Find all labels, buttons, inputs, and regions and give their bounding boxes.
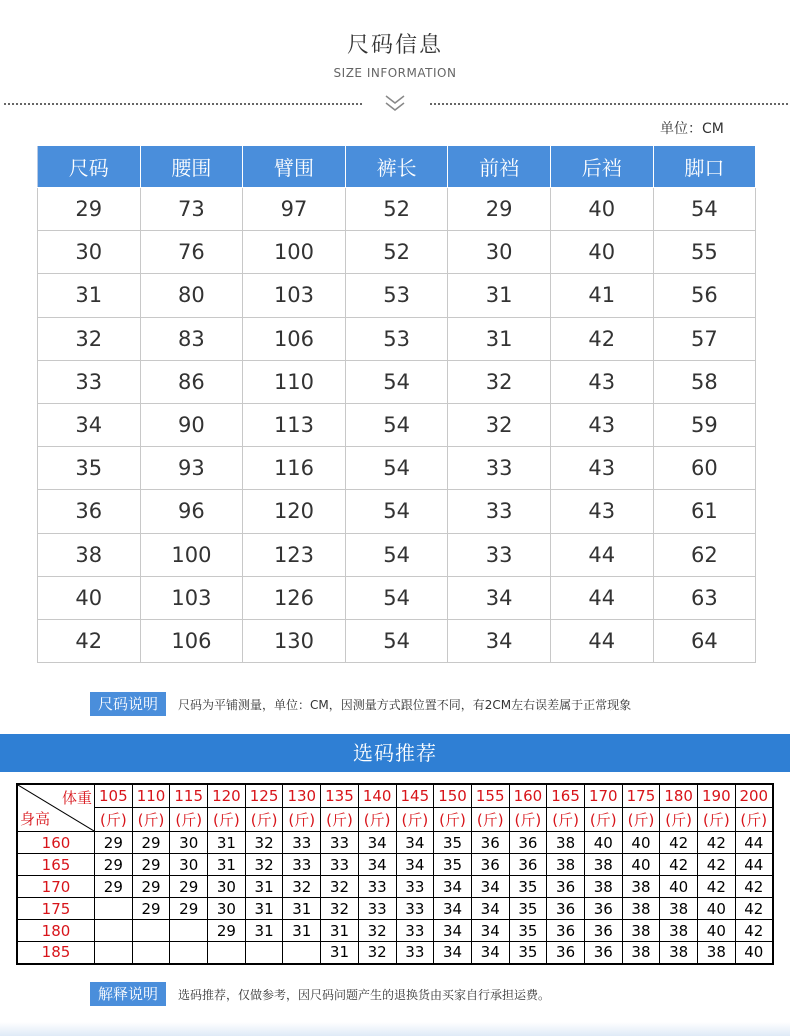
recommend-cell: 40	[735, 942, 773, 964]
size-cell: 86	[140, 360, 243, 403]
recommend-cell: 29	[132, 898, 170, 920]
recommend-cell: 42	[660, 832, 698, 854]
weight-unit: (斤)	[434, 808, 472, 832]
recommend-cell: 40	[622, 854, 660, 876]
recommend-cell: 38	[547, 854, 585, 876]
size-cell: 32	[448, 403, 551, 446]
size-cell: 103	[140, 576, 243, 619]
recommend-cell: 35	[509, 898, 547, 920]
recommend-cell: 38	[660, 898, 698, 920]
recommend-cell: 32	[283, 876, 321, 898]
size-cell: 44	[550, 576, 653, 619]
recommend-cell: 42	[698, 854, 736, 876]
recommend-cell: 31	[283, 920, 321, 942]
recommend-cell: 34	[434, 898, 472, 920]
size-cell: 100	[140, 533, 243, 576]
recommend-cell: 44	[735, 832, 773, 854]
size-col-header: 脚口	[653, 146, 756, 188]
page-title: 尺码信息	[346, 33, 443, 58]
recommend-cell: 31	[208, 832, 246, 854]
height-header: 165	[17, 854, 95, 876]
size-cell: 42	[38, 619, 141, 662]
size-cell: 36	[38, 490, 141, 533]
recommend-cell: 38	[622, 876, 660, 898]
size-col-header: 臂围	[243, 146, 346, 188]
explain-note-text: 选码推荐，仅做参考，因尺码问题产生的退换货由买家自行承担运费。	[178, 987, 551, 1002]
recommend-cell: 30	[170, 854, 208, 876]
size-cell: 35	[38, 447, 141, 490]
recommend-cell: 35	[434, 854, 472, 876]
recommend-cell	[245, 942, 283, 964]
table-row	[38, 360, 756, 403]
height-header: 180	[17, 920, 95, 942]
size-cell: 52	[345, 231, 448, 274]
weight-header: 180	[660, 784, 698, 808]
size-cell: 54	[345, 576, 448, 619]
recommend-cell: 38	[622, 920, 660, 942]
size-cell: 38	[38, 533, 141, 576]
unit-label: 单位：CM	[660, 121, 724, 137]
weight-header: 175	[622, 784, 660, 808]
size-note-text: 尺码为平铺测量，单位：CM，因测量方式跟位置不同，有2CM左右误差属于正常现象	[178, 697, 632, 712]
size-cell: 43	[550, 403, 653, 446]
size-cell: 44	[550, 619, 653, 662]
recommend-cell: 30	[170, 832, 208, 854]
size-cell: 54	[653, 188, 756, 231]
height-header: 175	[17, 898, 95, 920]
weight-header: 140	[358, 784, 396, 808]
recommend-cell: 32	[245, 854, 283, 876]
recommend-cell: 34	[471, 942, 509, 964]
recommend-cell: 33	[396, 876, 434, 898]
recommend-cell: 35	[434, 832, 472, 854]
explain-note	[90, 982, 550, 1006]
recommend-cell: 36	[471, 854, 509, 876]
height-header: 170	[17, 876, 95, 898]
recommend-cell: 36	[509, 854, 547, 876]
table-row	[17, 876, 773, 898]
size-note-tag: 尺码说明	[90, 692, 166, 716]
size-cell: 31	[448, 274, 551, 317]
recommend-cell: 31	[245, 876, 283, 898]
recommend-cell	[132, 920, 170, 942]
size-cell: 103	[243, 274, 346, 317]
recommend-cell: 40	[660, 876, 698, 898]
weight-header: 145	[396, 784, 434, 808]
size-col-header: 腰围	[140, 146, 243, 188]
size-cell: 40	[550, 188, 653, 231]
weight-unit: (斤)	[95, 808, 133, 832]
size-cell: 34	[448, 576, 551, 619]
size-cell: 31	[38, 274, 141, 317]
table-row	[38, 490, 756, 533]
size-cell: 97	[243, 188, 346, 231]
recommend-cell: 36	[584, 898, 622, 920]
divider-dots-right	[430, 103, 788, 105]
weight-header: 135	[321, 784, 359, 808]
recommend-cell: 34	[358, 832, 396, 854]
recommend-cell: 33	[283, 832, 321, 854]
weight-header: 155	[471, 784, 509, 808]
weight-unit: (斤)	[245, 808, 283, 832]
size-cell: 33	[38, 360, 141, 403]
recommend-cell	[283, 942, 321, 964]
recommend-cell: 29	[95, 832, 133, 854]
recommend-cell: 32	[245, 832, 283, 854]
weight-unit: (斤)	[321, 808, 359, 832]
size-cell: 113	[243, 403, 346, 446]
size-cell: 96	[140, 490, 243, 533]
recommend-cell: 31	[245, 920, 283, 942]
recommend-cell: 38	[698, 942, 736, 964]
recommend-cell: 34	[471, 898, 509, 920]
size-cell: 73	[140, 188, 243, 231]
weight-unit: (斤)	[622, 808, 660, 832]
size-cell: 30	[38, 231, 141, 274]
size-cell: 62	[653, 533, 756, 576]
table-row	[38, 576, 756, 619]
size-cell: 54	[345, 360, 448, 403]
recommend-cell: 36	[584, 920, 622, 942]
size-cell: 60	[653, 447, 756, 490]
weight-header: 105	[95, 784, 133, 808]
recommend-cell: 38	[547, 832, 585, 854]
recommend-cell: 40	[584, 832, 622, 854]
weight-unit: (斤)	[358, 808, 396, 832]
size-cell: 40	[550, 231, 653, 274]
recommend-cell: 35	[509, 876, 547, 898]
recommend-cell: 33	[396, 942, 434, 964]
recommend-table	[16, 783, 774, 965]
size-cell: 32	[448, 360, 551, 403]
size-cell: 58	[653, 360, 756, 403]
size-cell: 63	[653, 576, 756, 619]
recommend-cell: 29	[132, 832, 170, 854]
weight-unit: (斤)	[509, 808, 547, 832]
size-cell: 42	[550, 317, 653, 360]
bottom-gradient-bar	[0, 1022, 790, 1036]
size-cell: 64	[653, 619, 756, 662]
recommend-cell: 29	[170, 898, 208, 920]
weight-unit: (斤)	[660, 808, 698, 832]
explain-note-tag: 解释说明	[90, 982, 166, 1006]
recommend-cell: 42	[735, 898, 773, 920]
size-cell: 53	[345, 274, 448, 317]
recommend-cell: 42	[660, 854, 698, 876]
recommend-cell: 40	[698, 898, 736, 920]
recommend-cell: 38	[622, 898, 660, 920]
size-cell: 53	[345, 317, 448, 360]
recommend-cell: 30	[208, 898, 246, 920]
recommend-cell: 29	[170, 876, 208, 898]
recommend-cell: 36	[471, 832, 509, 854]
size-cell: 120	[243, 490, 346, 533]
recommend-cell: 38	[660, 942, 698, 964]
size-cell: 61	[653, 490, 756, 533]
recommend-cell: 34	[434, 920, 472, 942]
weight-header: 160	[509, 784, 547, 808]
size-table	[37, 145, 756, 663]
recommend-cell: 35	[509, 920, 547, 942]
size-cell: 55	[653, 231, 756, 274]
size-cell: 54	[345, 490, 448, 533]
size-cell: 130	[243, 619, 346, 662]
recommend-cell	[208, 942, 246, 964]
weight-header: 200	[735, 784, 773, 808]
weight-unit: (斤)	[396, 808, 434, 832]
size-cell: 29	[448, 188, 551, 231]
recommend-cell: 40	[622, 832, 660, 854]
recommend-cell: 42	[698, 876, 736, 898]
size-cell: 29	[38, 188, 141, 231]
recommend-cell: 33	[396, 920, 434, 942]
size-cell: 31	[448, 317, 551, 360]
size-cell: 59	[653, 403, 756, 446]
recommend-cell: 31	[321, 942, 359, 964]
table-row	[38, 188, 756, 231]
size-cell: 34	[38, 403, 141, 446]
recommend-cell: 31	[321, 920, 359, 942]
double-chevron-down-icon	[383, 92, 407, 116]
recommend-cell: 38	[584, 876, 622, 898]
weight-header: 165	[547, 784, 585, 808]
recommend-cell	[95, 898, 133, 920]
size-cell: 126	[243, 576, 346, 619]
size-col-header: 裤长	[345, 146, 448, 188]
recommend-cell: 44	[735, 854, 773, 876]
weight-unit: (斤)	[132, 808, 170, 832]
size-col-header: 尺码	[38, 146, 141, 188]
size-cell: 83	[140, 317, 243, 360]
recommend-cell: 29	[95, 854, 133, 876]
recommend-cell: 36	[547, 898, 585, 920]
size-cell: 54	[345, 447, 448, 490]
weight-unit: (斤)	[283, 808, 321, 832]
recommend-cell: 34	[471, 920, 509, 942]
size-cell: 54	[345, 403, 448, 446]
size-cell: 57	[653, 317, 756, 360]
recommend-cell: 33	[283, 854, 321, 876]
recommend-cell	[170, 942, 208, 964]
size-cell: 32	[38, 317, 141, 360]
weight-header: 190	[698, 784, 736, 808]
recommend-cell: 36	[584, 942, 622, 964]
height-header: 185	[17, 942, 95, 964]
recommend-cell: 31	[208, 854, 246, 876]
weight-unit: (斤)	[584, 808, 622, 832]
recommend-cell: 33	[321, 854, 359, 876]
size-cell: 33	[448, 490, 551, 533]
recommend-cell: 34	[358, 854, 396, 876]
size-col-header: 前裆	[448, 146, 551, 188]
weight-unit: (斤)	[698, 808, 736, 832]
recommend-cell: 29	[95, 876, 133, 898]
recommend-cell: 36	[509, 832, 547, 854]
table-row	[38, 231, 756, 274]
table-row	[17, 920, 773, 942]
weight-header: 115	[170, 784, 208, 808]
table-row	[17, 898, 773, 920]
table-row	[38, 447, 756, 490]
recommend-cell	[95, 942, 133, 964]
recommend-cell: 33	[321, 832, 359, 854]
size-cell: 41	[550, 274, 653, 317]
size-cell: 106	[140, 619, 243, 662]
table-row	[17, 942, 773, 964]
corner-height-label: 身高	[20, 810, 51, 828]
size-cell: 52	[345, 188, 448, 231]
recommend-cell: 38	[622, 942, 660, 964]
size-cell: 93	[140, 447, 243, 490]
size-cell: 110	[243, 360, 346, 403]
size-cell: 40	[38, 576, 141, 619]
table-row	[38, 317, 756, 360]
size-cell: 33	[448, 447, 551, 490]
divider-dots-left	[4, 103, 362, 105]
recommend-cell: 36	[547, 920, 585, 942]
recommend-cell: 34	[396, 832, 434, 854]
recommend-cell: 32	[321, 898, 359, 920]
corner-cell	[17, 784, 95, 832]
recommend-cell: 36	[547, 876, 585, 898]
recommend-cell: 34	[434, 942, 472, 964]
table-row	[38, 619, 756, 662]
size-cell: 116	[243, 447, 346, 490]
recommend-cell: 38	[584, 854, 622, 876]
size-cell: 34	[448, 619, 551, 662]
table-row	[38, 274, 756, 317]
weight-header: 110	[132, 784, 170, 808]
recommend-banner: 选码推荐	[0, 734, 790, 772]
corner-weight-label: 体重	[61, 789, 92, 807]
recommend-cell: 38	[660, 920, 698, 942]
size-cell: 43	[550, 490, 653, 533]
size-cell: 30	[448, 231, 551, 274]
size-note	[90, 692, 631, 716]
height-header: 160	[17, 832, 95, 854]
weight-header: 150	[434, 784, 472, 808]
recommend-cell: 42	[698, 832, 736, 854]
recommend-cell: 32	[358, 920, 396, 942]
size-cell: 54	[345, 533, 448, 576]
size-cell: 123	[243, 533, 346, 576]
size-cell: 80	[140, 274, 243, 317]
recommend-cell: 30	[208, 876, 246, 898]
recommend-cell: 42	[735, 876, 773, 898]
size-cell: 100	[243, 231, 346, 274]
weight-unit: (斤)	[547, 808, 585, 832]
weight-unit: (斤)	[170, 808, 208, 832]
table-row	[38, 533, 756, 576]
weight-unit: (斤)	[208, 808, 246, 832]
recommend-cell: 34	[471, 876, 509, 898]
unit-row	[17, 808, 773, 832]
size-col-header: 后裆	[550, 146, 653, 188]
recommend-cell: 40	[698, 920, 736, 942]
table-row	[17, 854, 773, 876]
recommend-cell: 33	[358, 898, 396, 920]
page-subtitle: SIZE INFORMATION	[333, 66, 457, 80]
size-table-header	[38, 146, 756, 188]
recommend-cell: 32	[321, 876, 359, 898]
recommend-cell: 29	[208, 920, 246, 942]
recommend-cell: 31	[283, 898, 321, 920]
size-cell: 106	[243, 317, 346, 360]
weight-header: 125	[245, 784, 283, 808]
recommend-cell: 36	[547, 942, 585, 964]
size-cell: 33	[448, 533, 551, 576]
recommend-cell: 34	[434, 876, 472, 898]
recommend-cell: 34	[396, 854, 434, 876]
size-cell: 90	[140, 403, 243, 446]
table-row	[38, 403, 756, 446]
weight-unit: (斤)	[471, 808, 509, 832]
recommend-cell: 29	[132, 876, 170, 898]
recommend-cell	[132, 942, 170, 964]
weight-header: 170	[584, 784, 622, 808]
size-cell: 43	[550, 447, 653, 490]
recommend-cell: 42	[735, 920, 773, 942]
size-cell: 56	[653, 274, 756, 317]
weight-header: 130	[283, 784, 321, 808]
size-cell: 44	[550, 533, 653, 576]
recommend-cell: 31	[245, 898, 283, 920]
recommend-cell: 29	[132, 854, 170, 876]
size-cell: 43	[550, 360, 653, 403]
weight-unit: (斤)	[735, 808, 773, 832]
table-row	[17, 832, 773, 854]
weight-row	[17, 784, 773, 808]
recommend-cell	[95, 920, 133, 942]
recommend-cell	[170, 920, 208, 942]
size-cell: 76	[140, 231, 243, 274]
recommend-cell: 33	[358, 876, 396, 898]
recommend-cell: 32	[358, 942, 396, 964]
size-cell: 54	[345, 619, 448, 662]
recommend-cell: 33	[396, 898, 434, 920]
recommend-cell: 35	[509, 942, 547, 964]
weight-header: 120	[208, 784, 246, 808]
